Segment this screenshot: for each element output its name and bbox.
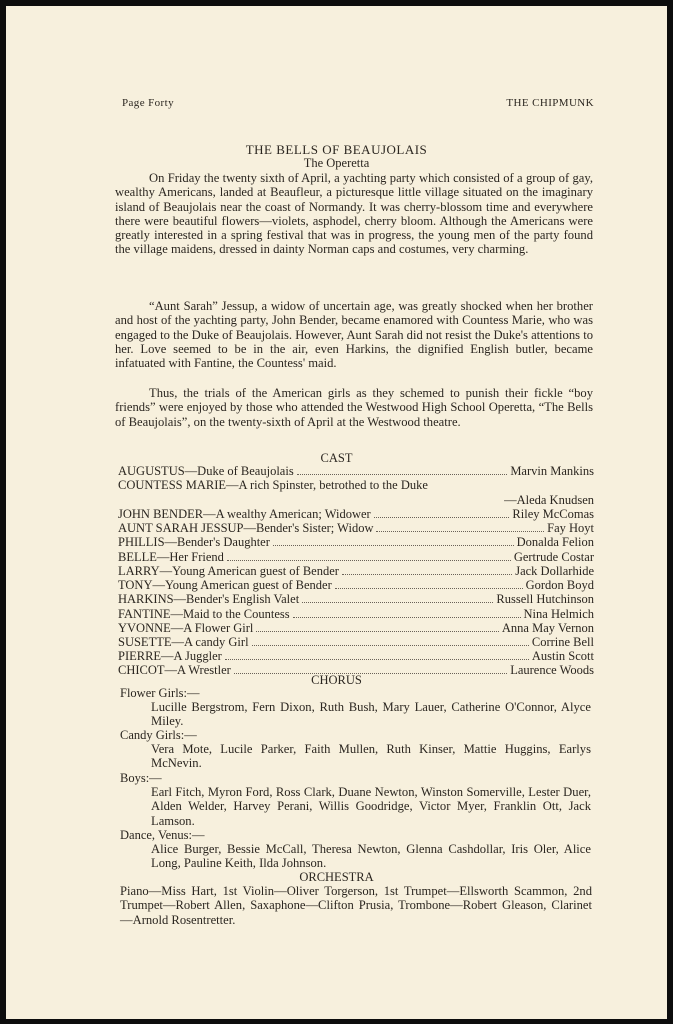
cast-row: [118, 464, 594, 479]
cast-row: [118, 649, 594, 664]
chorus-group-label: Dance, Venus:—: [120, 828, 205, 842]
chorus-group-names: Earl Fitch, Myron Ford, Ross Clark, Duane Newton, Winston Somerville, Lester Duer, Alden Welder, Harvey Perani, Willis Goodridge, Victor Myer, Franklin Ott, Jack Lamson.: [151, 785, 591, 828]
cast-role: PHILLIS—Bender's Daughter: [118, 535, 270, 549]
cast-role: HARKINS—Bender's English Valet: [118, 592, 300, 606]
leader-dots: [273, 545, 514, 546]
cast-role: LARRY—Young American guest of Bender: [118, 564, 339, 578]
leader-dots: [293, 617, 521, 618]
cast-actor: Gordon Boyd: [525, 578, 594, 592]
leader-dots: [374, 517, 510, 518]
cast-role: CHICOT—A Wrestler: [118, 663, 231, 677]
cast-actor: Corrine Bell: [531, 635, 594, 649]
leader-dots: [302, 602, 493, 603]
cast-role: TONY—Young American guest of Bender: [118, 578, 332, 592]
leader-dots: [227, 560, 511, 561]
cast-role: JOHN BENDER—A wealthy American; Widower: [118, 507, 371, 521]
cast-row: [118, 592, 594, 607]
cast-actor: —Aleda Knudsen: [504, 493, 594, 507]
cast-actor: Donalda Felion: [516, 535, 594, 549]
cast-heading: CAST: [320, 451, 353, 465]
article-subtitle: The Operetta: [303, 156, 370, 170]
paragraph-characters: “Aunt Sarah” Jessup, a widow of uncertain age, was greatly shocked when her brother and host of the yachting party, John Bender, became enamored with Countess Marie, who was engaged to the Duke of Beaujolais. However, Aunt Sarah did not resist the Duke's attentions to her. Love seemed to be in the air, even Harkins, the dignified English butler, became infatuated with Fantine, the Countess' maid.: [115, 299, 593, 371]
leader-dots: [256, 631, 498, 632]
cast-row: [118, 521, 594, 536]
paragraph-plot: On Friday the twenty sixth of April, a yachting party which consisted of a group of gay, wealthy Americans, landed at Beaufleur, a picturesque little village situated on the imaginary island of Beaujolais near the coast of Normandy. It was cherry-blossom time and everywhere there were beautiful flowers—violets, asphodel, cherry bloom. Although the Americans were greatly interested in a spring festival that was in progress, the young men of the party found the village maidens, dressed in dainty Norman caps and costumes, very charming.: [115, 171, 593, 257]
article-title: THE BELLS OF BEAUJOLAIS: [245, 142, 428, 157]
page-number: Page Forty: [122, 97, 174, 109]
cast-row: [118, 635, 594, 650]
paragraph-performance: Thus, the trials of the American girls as they schemed to punish their fickle “boy friends” were enjoyed by those who attended the Westwood High School Operetta, “The Bells of Beaujolais”, on the twenty-sixth of April at the Westwood theatre.: [115, 386, 593, 429]
cast-role: SUSETTE—A candy Girl: [118, 635, 249, 649]
cast-row: [118, 621, 594, 636]
chorus-group-names: Vera Mote, Lucile Parker, Faith Mullen, Ruth Kinser, Mattie Huggins, Earlys McNevin.: [151, 742, 591, 771]
cast-row: [118, 507, 594, 522]
cast-row: [118, 478, 594, 493]
cast-role: AUNT SARAH JESSUP—Bender's Sister; Widow: [118, 521, 374, 535]
orchestra-list: Piano—Miss Hart, 1st Violin—Oliver Torgerson, 1st Trumpet—Ellsworth Scammon, 2nd Trumpet—Robert Allen, Saxaphone—Clifton Prusia, Trombone—Robert Gleason, Clarinet—Arnold Rosentretter.: [120, 884, 592, 927]
cast-role: PIERRE—A Juggler: [118, 649, 222, 663]
publication-name: THE CHIPMUNK: [506, 97, 594, 109]
leader-dots: [252, 645, 529, 646]
cast-role: YVONNE—A Flower Girl: [118, 621, 254, 635]
cast-role: FANTINE—Maid to the Countess: [118, 607, 290, 621]
cast-row: [118, 550, 594, 565]
chorus-group-label: Flower Girls:—: [120, 686, 200, 700]
cast-role: AUGUSTUS—Duke of Beaujolais: [118, 464, 294, 478]
chorus-heading: CHORUS: [311, 673, 362, 687]
cast-actor: Anna May Vernon: [501, 621, 594, 635]
page: [6, 6, 667, 1019]
cast-row: [118, 493, 594, 508]
cast-actor: Fay Hoyt: [547, 521, 594, 535]
cast-role: BELLE—Her Friend: [118, 550, 224, 564]
chorus-group-label: Candy Girls:—: [120, 728, 197, 742]
cast-actor: Riley McComas: [512, 507, 594, 521]
orchestra-heading: ORCHESTRA: [299, 870, 374, 884]
cast-role: COUNTESS MARIE—A rich Spinster, betrothed to the Duke: [118, 478, 428, 492]
chorus-group-names: Lucille Bergstrom, Fern Dixon, Ruth Bush, Mary Lauer, Catherine O'Connor, Alyce Miley.: [151, 700, 591, 729]
cast-actor: Gertrude Costar: [513, 550, 594, 564]
cast-actor: Nina Helmich: [523, 607, 594, 621]
leader-dots: [225, 659, 529, 660]
leader-dots: [342, 574, 512, 575]
leader-dots: [335, 588, 523, 589]
cast-actor: Russell Hutchinson: [496, 592, 594, 606]
cast-row: [118, 564, 594, 579]
chorus-group-names: Alice Burger, Bessie McCall, Theresa Newton, Glenna Cashdollar, Iris Oler, Alice Long, Pauline Keith, Ilda Johnson.: [151, 842, 591, 871]
cast-actor: Austin Scott: [531, 649, 594, 663]
cast-actor: Laurence Woods: [510, 663, 594, 677]
leader-dots: [297, 474, 508, 475]
cast-actor: Jack Dollarhide: [515, 564, 594, 578]
cast-row: [118, 578, 594, 593]
cast-row: [118, 607, 594, 622]
chorus-group-label: Boys:—: [120, 771, 162, 785]
cast-row: [118, 535, 594, 550]
cast-actor: Marvin Mankins: [510, 464, 594, 478]
leader-dots: [376, 531, 544, 532]
